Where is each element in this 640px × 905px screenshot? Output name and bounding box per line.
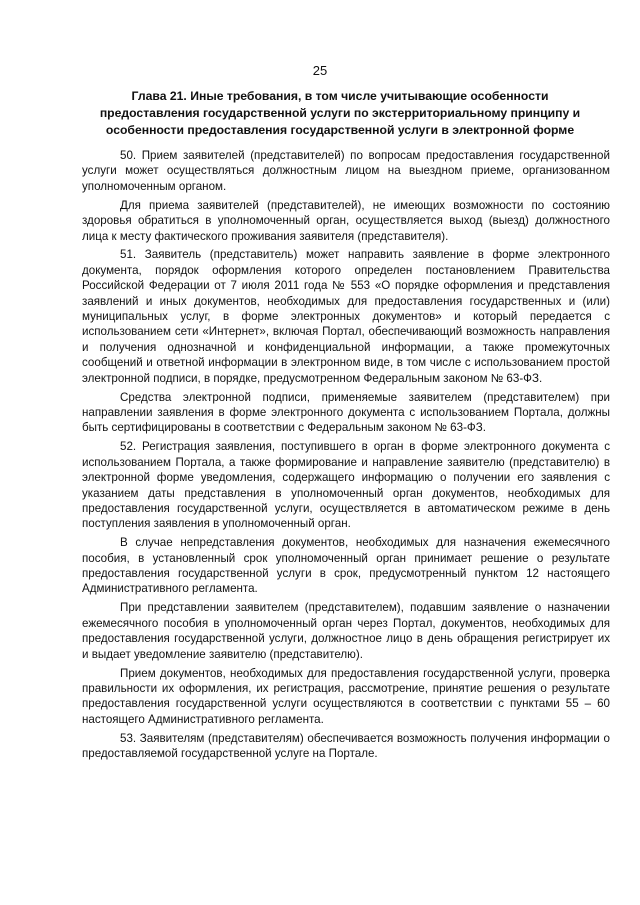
paragraph-50-visit: Для приема заявителей (представителей), не имеющих возможности по состоянию здоровья обратиться в уполномоченный орган, осуществляется выход (выезд) должностного лица к месту фактического проживания заявителя (представителя). [82,198,610,243]
paragraph-53: 53. Заявителям (представителям) обеспечивается возможность получения информации о предоставляемой государственной услуге на Портале. [82,731,610,761]
paragraph-52-portal-documents: При представлении заявителем (представителем), подавшим заявление о назначении ежемесячного пособия в уполномоченный орган через Портал, документов, необходимых для предоставления государственной услуги, должностное лицо в день обращения регистрирует их и выдает уведомление заявителю (представителю). [82,601,610,661]
chapter-title: Глава 21. Иные требования, в том числе учитывающие особенности предоставления государственной услуги по экстерриториальному принципу и особенности предоставления государственной услуги в электронной форме [99,89,581,137]
paragraph-52-document-processing: Прием документов, необходимых для предоставления государственной услуги, проверка правильности их оформления, их регистрация, рассмотрение, принятие решения о результате предоставления государственной услуги осуществляются в соответствии с пунктами 55 – 60 настоящего Административного регламента. [82,666,610,726]
paragraph-51: 51. Заявитель (представитель) может направить заявление в форме электронного документа, порядок оформления которого определен постановлением Правительства Российской Федерации от 7 июля 2011 года № 553 «О порядке оформления и представления заявлений и иных документов, необходимых для предоставления государственных и (или) муниципальных услуг, в форме электронных документов» и который передается с использованием сети «Интернет», включая Портал, обеспечивающий возможность направления и получения однозначной и конфиденциальной информации, а также промежуточных сообщений и ответной информации в электронном виде, в том числе с использованием простой электронной подписи, в порядке, предусмотренном Федеральным законом № 63-ФЗ. [82,248,610,385]
paragraph-50: 50. Прием заявителей (представителей) по вопросам предоставления государственной услуги может осуществляться должностным лицом на выездном приеме, организованном уполномоченным органом. [82,149,610,193]
page-number: 25 [312,63,328,78]
paragraph-51-signature: Средства электронной подписи, применяемые заявителем (представителем) при направлении заявления в форме электронного документа с использованием Портала, должны быть сертифицированы в соответствии с Федеральным законом № 63-ФЗ. [82,390,610,435]
document-body [82,148,610,765]
paragraph-52-missing-documents: В случае непредставления документов, необходимых для назначения ежемесячного пособия, в установленный срок уполномоченный орган принимает решение о результате предоставления государственной услуги в срок, предусмотренный пунктом 12 настоящего Административного регламента. [82,536,610,596]
paragraph-52: 52. Регистрация заявления, поступившего в орган в форме электронного документа с использованием Портала, а также формирование и направление заявителю (представителю) в электронной форме уведомления, содержащего информацию о получении его заявления с указанием даты представления в уполномоченный орган документов, необходимых для предоставления государственной услуги, осуществляется в автоматическом режиме в день поступления заявления в уполномоченный орган. [82,440,610,531]
